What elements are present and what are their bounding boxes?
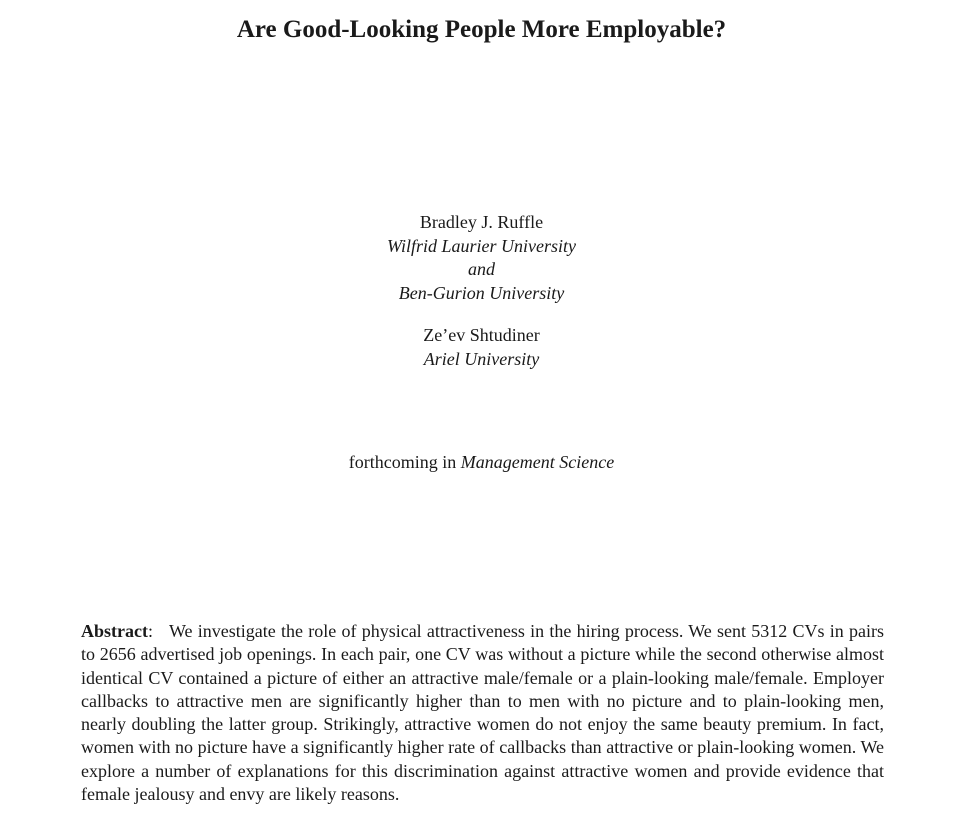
- publication-note: [0, 451, 963, 474]
- paper-title: Are Good-Looking People More Employable?: [236, 16, 727, 43]
- author-block-2: [0, 324, 963, 371]
- abstract: [81, 620, 884, 806]
- affiliation-conjunction: and: [468, 259, 495, 279]
- journal-name: Management Science: [460, 452, 615, 472]
- abstract-label: Abstract: [81, 621, 148, 641]
- author-name: Bradley J. Ruffle: [419, 212, 544, 232]
- author-affiliation: Ariel University: [423, 348, 540, 369]
- forthcoming-prefix: forthcoming in: [348, 452, 457, 472]
- abstract-separator: :: [147, 621, 153, 641]
- author-block-1: [0, 211, 963, 305]
- author-affiliation: Wilfrid Laurier University: [387, 235, 576, 256]
- author-name: Ze’ev Shtudiner: [423, 325, 540, 345]
- author-affiliation: Ben-Gurion University: [398, 282, 565, 303]
- abstract-text: We investigate the role of physical attractiveness in the hiring process. We sent 5312 CVs in pairs to 2656 advertised job openings. In each pair, one CV was without a picture while the second otherwise almost identical CV contained a picture of either an attractive male/female or a plain-looking male/female. Employer callbacks to attractive men are significantly higher than to men with no picture and to plain-looking men, nearly doubling the latter group. Strikingly, attractive women do not enjoy the same beauty premium. In fact, women with no picture have a significantly higher rate of callbacks than attractive or plain-looking women. We explore a number of explanations for this discrimination against attractive women and provide evidence that female jealousy and envy are likely reasons.: [81, 621, 884, 805]
